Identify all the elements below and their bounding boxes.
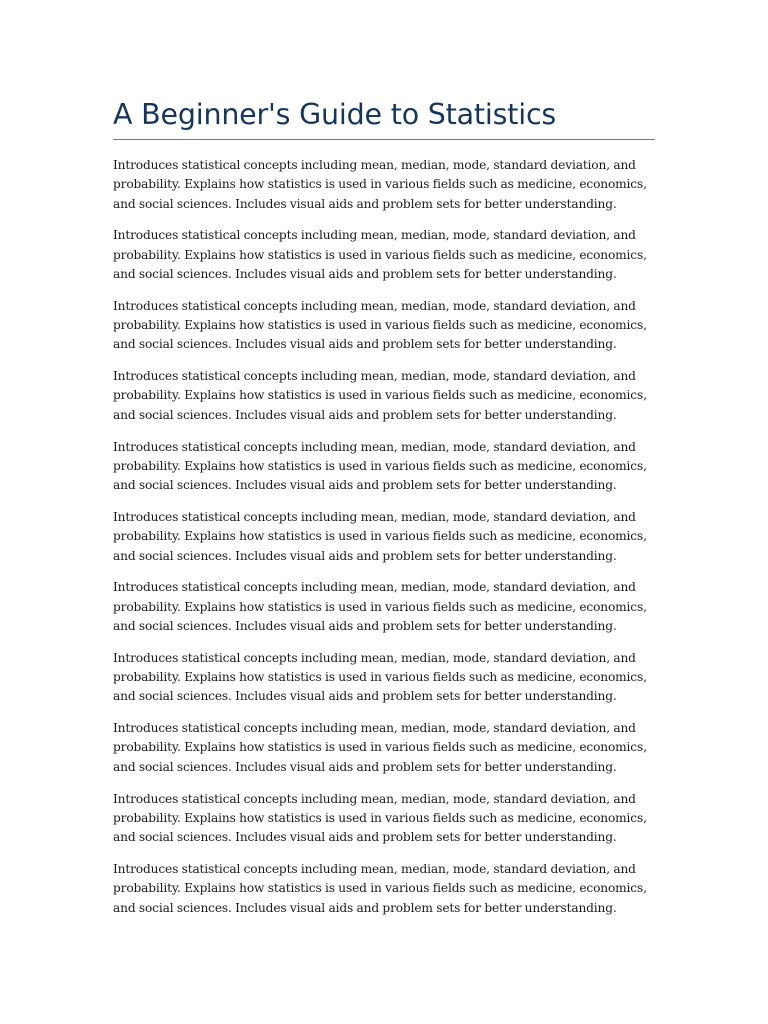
body-paragraph (113, 297, 655, 355)
body-paragraph (113, 438, 655, 496)
document-title: A Beginner's Guide to Statistics (113, 98, 557, 131)
paragraph-line: and social sciences. Includes visual aids and problem sets for better understanding. (113, 337, 617, 352)
paragraph-line: probability. Explains how statistics is used in various fields such as medicine, economics, (113, 599, 647, 614)
paragraph-line: Introduces statistical concepts including mean, median, mode, standard deviation, and (113, 721, 636, 736)
paragraph-line: Introduces statistical concepts including mean, median, mode, standard deviation, and (113, 791, 636, 806)
paragraph-line: probability. Explains how statistics is used in various fields such as medicine, economics, (113, 388, 647, 403)
body-paragraph (113, 226, 655, 284)
paragraph-line: and social sciences. Includes visual aids and problem sets for better understanding. (113, 830, 617, 845)
paragraph-line: and social sciences. Includes visual aids and problem sets for better understanding. (113, 618, 617, 633)
paragraph-line: probability. Explains how statistics is used in various fields such as medicine, economics, (113, 670, 647, 685)
paragraph-line: and social sciences. Includes visual aids and problem sets for better understanding. (113, 407, 617, 422)
body-paragraph (113, 578, 655, 636)
paragraph-line: probability. Explains how statistics is used in various fields such as medicine, economics, (113, 177, 647, 192)
paragraph-line: probability. Explains how statistics is used in various fields such as medicine, economics, (113, 529, 647, 544)
document-body (113, 156, 655, 918)
body-paragraph (113, 649, 655, 707)
paragraph-line: and social sciences. Includes visual aids and problem sets for better understanding. (113, 759, 617, 774)
paragraph-line: Introduces statistical concepts including mean, median, mode, standard deviation, and (113, 861, 636, 876)
paragraph-line: probability. Explains how statistics is used in various fields such as medicine, economics, (113, 458, 647, 473)
body-paragraph (113, 719, 655, 777)
paragraph-line: and social sciences. Includes visual aids and problem sets for better understanding. (113, 196, 617, 211)
paragraph-line: Introduces statistical concepts including mean, median, mode, standard deviation, and (113, 158, 636, 172)
paragraph-line: Introduces statistical concepts including mean, median, mode, standard deviation, and (113, 439, 636, 454)
paragraph-line: Introduces statistical concepts including mean, median, mode, standard deviation, and (113, 650, 636, 665)
paragraph-line: Introduces statistical concepts including mean, median, mode, standard deviation, and (113, 369, 636, 384)
paragraph-line: and social sciences. Includes visual aids and problem sets for better understanding. (113, 689, 617, 704)
paragraph-line: probability. Explains how statistics is used in various fields such as medicine, economics, (113, 881, 647, 896)
paragraph-line: and social sciences. Includes visual aids and problem sets for better understanding. (113, 266, 617, 281)
body-paragraph (113, 156, 655, 214)
document-page (113, 96, 655, 930)
paragraph-line: probability. Explains how statistics is used in various fields such as medicine, economics, (113, 318, 647, 333)
title-divider (113, 139, 655, 140)
body-paragraph (113, 790, 655, 848)
paragraph-line: probability. Explains how statistics is used in various fields such as medicine, economics, (113, 740, 647, 755)
body-paragraph (113, 860, 655, 918)
paragraph-line: and social sciences. Includes visual aids and problem sets for better understanding. (113, 478, 617, 493)
paragraph-line: and social sciences. Includes visual aids and problem sets for better understanding. (113, 900, 617, 915)
paragraph-line: Introduces statistical concepts including mean, median, mode, standard deviation, and (113, 580, 636, 595)
paragraph-line: probability. Explains how statistics is used in various fields such as medicine, economics, (113, 247, 647, 262)
paragraph-line: and social sciences. Includes visual aids and problem sets for better understanding. (113, 548, 617, 563)
paragraph-line: probability. Explains how statistics is used in various fields such as medicine, economics, (113, 810, 647, 825)
paragraph-line: Introduces statistical concepts including mean, median, mode, standard deviation, and (113, 228, 636, 243)
body-paragraph (113, 508, 655, 566)
paragraph-line: Introduces statistical concepts including mean, median, mode, standard deviation, and (113, 509, 636, 524)
body-paragraph (113, 367, 655, 425)
paragraph-line: Introduces statistical concepts including mean, median, mode, standard deviation, and (113, 298, 636, 313)
